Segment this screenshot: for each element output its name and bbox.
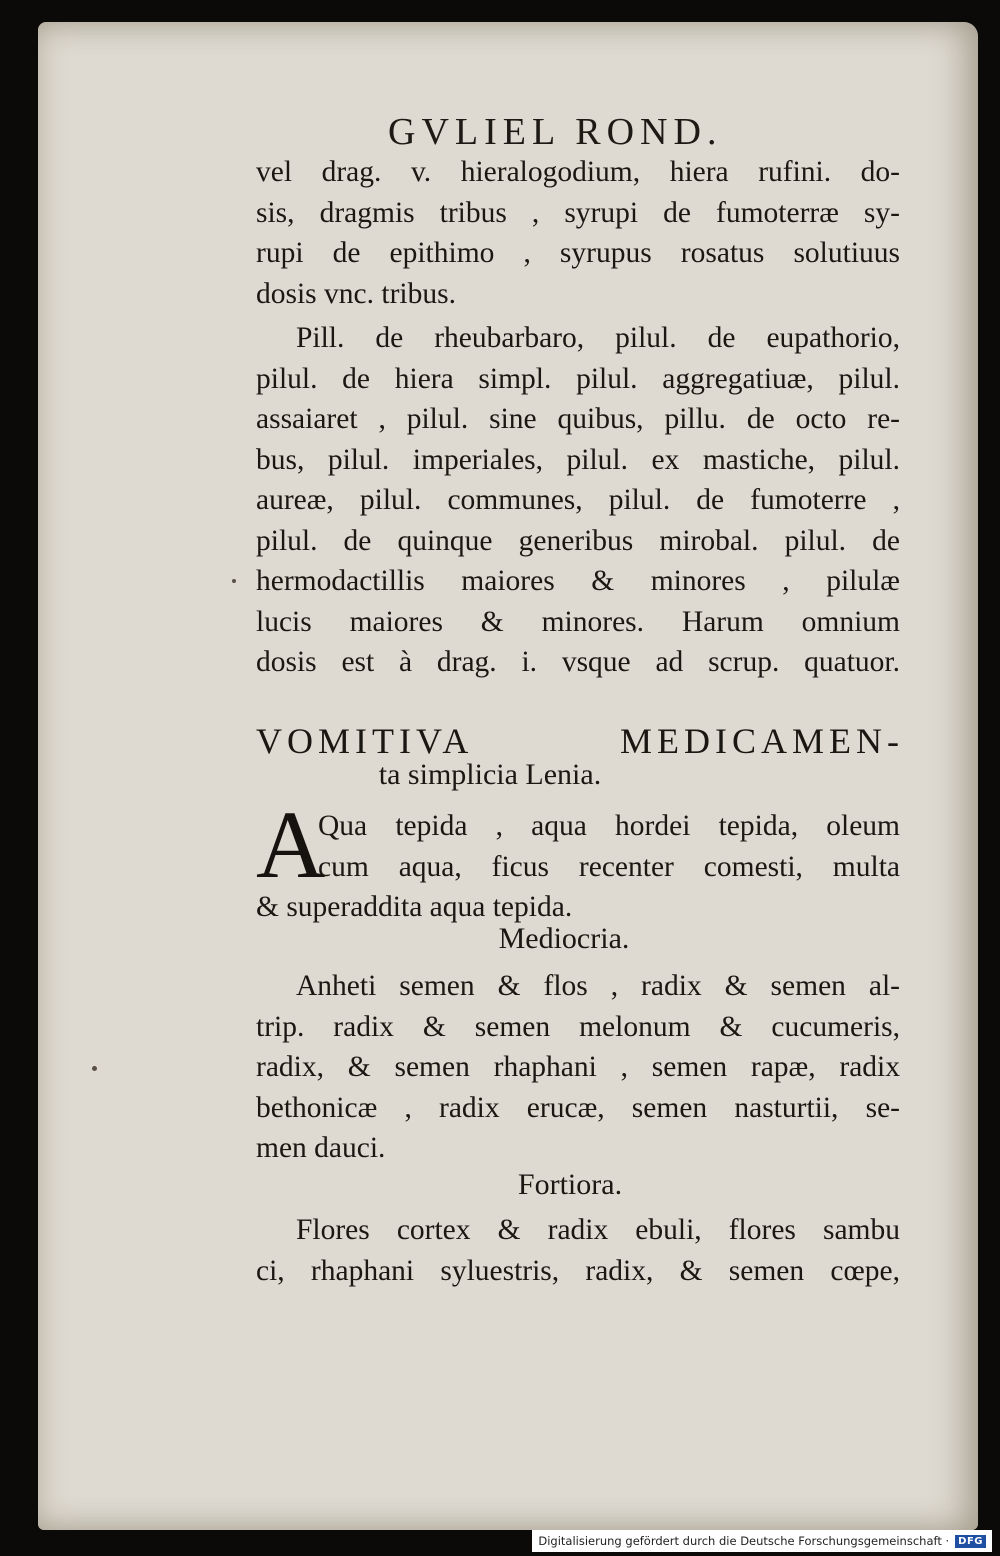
paragraph-3	[256, 806, 900, 928]
drop-cap: A	[256, 791, 326, 898]
paper-speck	[92, 1066, 97, 1071]
text-line: rupi de epithimo , syrupus rosatus solutiuus	[256, 237, 900, 269]
text-line: sis, dragmis tribus , syrupi de fumoterræ sy-	[256, 196, 900, 229]
text-line: pilul. de hiera simpl. pilul. aggregatiuæ, pilul.	[256, 362, 900, 395]
text-line: bethonicæ , radix erucæ, semen nasturtii, se-	[256, 1091, 900, 1124]
section-heading: VOMITIVA MEDICAMEN-	[256, 721, 904, 761]
text-line: men dauci.	[256, 1132, 386, 1164]
text-line: radix, & semen rhaphani , semen rapæ, radix	[256, 1051, 900, 1083]
paragraph-2	[256, 318, 900, 683]
text-line: lucis maiores & minores. Harum omnium	[256, 605, 900, 638]
text-line: hermodactillis maiores & minores , pilulæ	[256, 565, 900, 597]
paragraph-4	[256, 966, 900, 1169]
subheading-fortiora: Fortiora.	[517, 1168, 623, 1201]
text-line: & superaddita aqua tepida.	[256, 891, 573, 923]
text-line: cum aqua, ficus recenter comesti, multa	[318, 850, 900, 883]
text-line: pilul. de quinque generibus mirobal. pilul. de	[256, 524, 900, 557]
dfg-logo: DFG	[955, 1535, 986, 1548]
text-line: dosis est à drag. i. vsque ad scrup. quatuor.	[256, 646, 900, 678]
text-line: assaiaret , pilul. sine quibus, pillu. de octo re-	[256, 403, 900, 435]
text-line: Pill. de rheubarbaro, pilul. de eupathorio,	[296, 322, 900, 354]
text-line: trip. radix & semen melonum & cucumeris,	[256, 1010, 900, 1043]
text-line: Qua tepida , aqua hordei tepida, oleum	[318, 810, 900, 842]
paragraph-1	[256, 152, 900, 314]
text-line: vel drag. v. hieralogodium, hiera rufini. do-	[256, 156, 900, 188]
text-line: aureæ, pilul. communes, pilul. de fumoterre ,	[256, 484, 900, 516]
text-line: ci, rhaphani syluestris, radix, & semen cœpe,	[256, 1254, 900, 1287]
text-line: Anheti semen & flos , radix & semen al-	[296, 970, 900, 1002]
paragraph-5	[256, 1210, 900, 1291]
running-head: GVLIEL ROND.	[388, 111, 723, 153]
subheading-lenia: ta simplicia Lenia.	[378, 758, 602, 791]
text-line: bus, pilul. imperiales, pilul. ex mastiche, pilul.	[256, 443, 900, 476]
subheading-mediocria: Mediocria.	[498, 922, 630, 955]
text-line: Flores cortex & radix ebuli, flores sambu	[296, 1214, 900, 1246]
text-line: dosis vnc. tribus.	[256, 277, 456, 310]
digitization-credit	[532, 1530, 992, 1552]
credit-text: Digitalisierung gefördert durch die Deutsche Forschungsgemeinschaft ·	[538, 1534, 950, 1548]
paper-speck	[232, 579, 236, 583]
